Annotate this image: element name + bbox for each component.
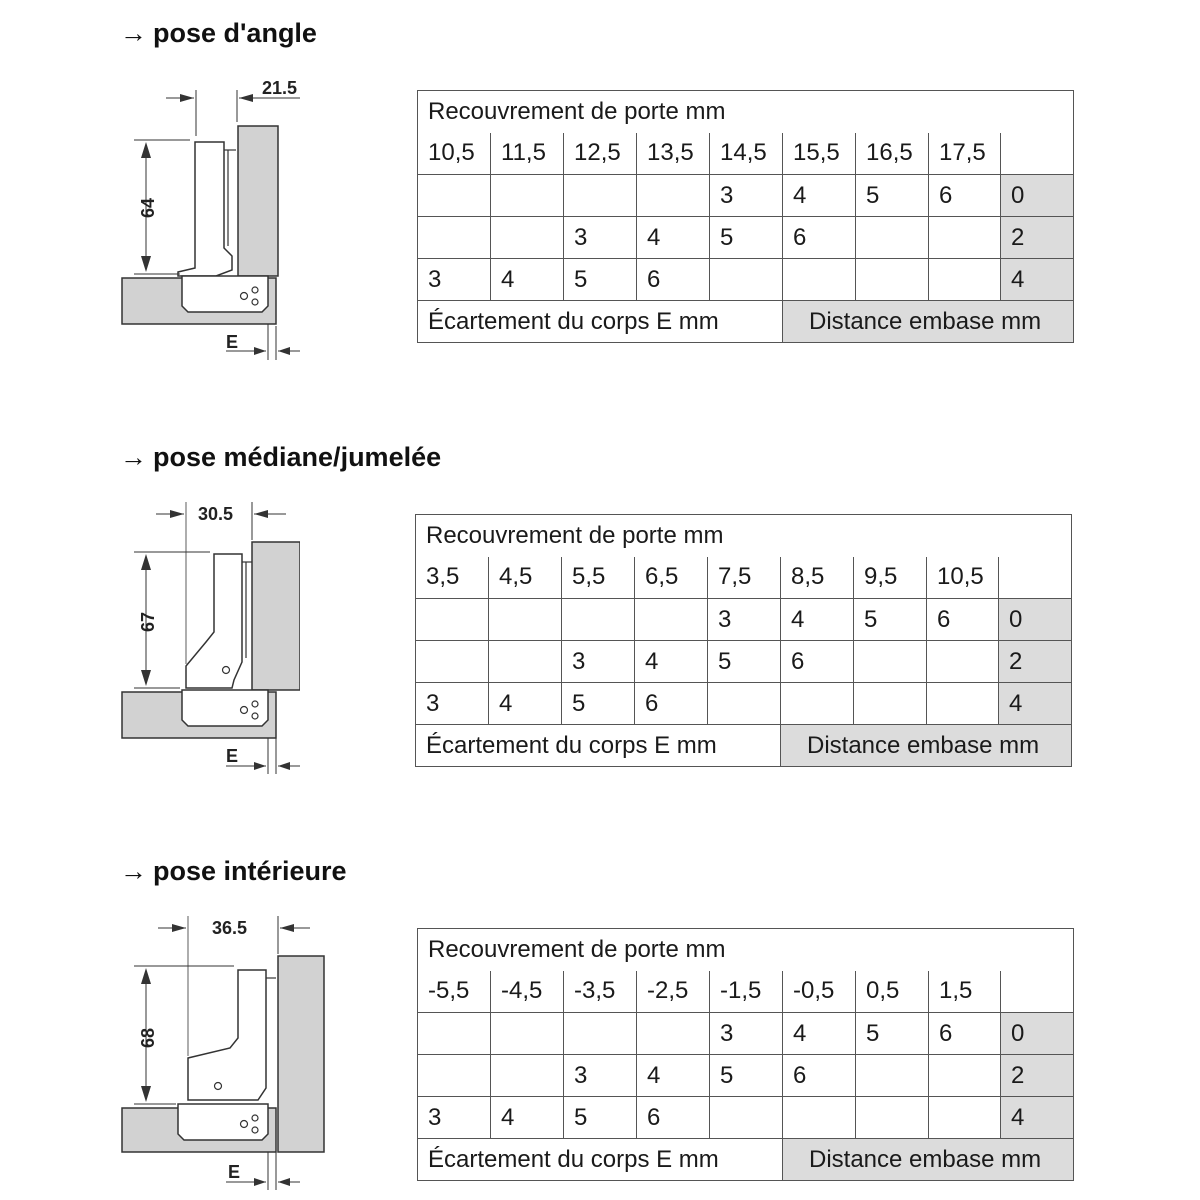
overlay-cell: -5,5 — [418, 971, 491, 1013]
plate-distance-cell: 2 — [1001, 217, 1074, 259]
table-cell: 4 — [491, 1097, 564, 1139]
cabinet-side-panel — [238, 126, 278, 276]
overlay-cell: 16,5 — [856, 133, 929, 175]
section-half-overlay-mount — [0, 424, 1200, 824]
table-cell: 3 — [564, 217, 637, 259]
footer-row — [416, 725, 1072, 767]
footer-right-label: Distance embase mm — [781, 725, 1072, 767]
table-cell — [635, 599, 708, 641]
hinge-arm-shape — [186, 554, 242, 688]
table-cell — [564, 1013, 637, 1055]
table-cell — [637, 175, 710, 217]
table-cell: 5 — [856, 1013, 929, 1055]
spec-table — [417, 90, 1074, 343]
section-title: pose médiane/jumelée — [153, 442, 442, 472]
plate-distance-cell: 0 — [1001, 1013, 1074, 1055]
table-cell: 5 — [562, 683, 635, 725]
hinge-arm-shape — [188, 970, 266, 1100]
table-cell: 5 — [710, 217, 783, 259]
arrow-icon: → — [120, 856, 147, 886]
table-cell: 6 — [783, 217, 856, 259]
dimension-height-label: 68 — [138, 1027, 158, 1048]
dimension-height-label: 64 — [138, 197, 158, 218]
table-cell — [418, 175, 491, 217]
table-cell: 5 — [856, 175, 929, 217]
footer-row — [418, 1139, 1074, 1181]
table-cell: 6 — [637, 259, 710, 301]
overlay-cell: -4,5 — [491, 971, 564, 1013]
plate-distance-cell: 0 — [1001, 175, 1074, 217]
overlay-cell: 7,5 — [708, 557, 781, 599]
table-cell: 4 — [781, 599, 854, 641]
section-title: pose d'angle — [153, 18, 317, 48]
overlay-cell: -3,5 — [564, 971, 637, 1013]
dimension-e-label: E — [228, 1162, 241, 1182]
overlay-cell: 12,5 — [564, 133, 637, 175]
table-row — [418, 259, 1074, 301]
table-cell: 6 — [637, 1097, 710, 1139]
table-cell: 6 — [927, 599, 999, 641]
overlay-cell: 17,5 — [929, 133, 1001, 175]
mounting-plate-shape — [178, 1104, 268, 1140]
table-cell — [929, 259, 1001, 301]
dimension-width-label: 21.5 — [262, 78, 298, 98]
table-cell — [491, 217, 564, 259]
table-cell: 4 — [491, 259, 564, 301]
table-cell — [783, 1097, 856, 1139]
overlay-cell: 13,5 — [637, 133, 710, 175]
overlay-row — [418, 133, 1074, 175]
cabinet-side-panel — [278, 956, 324, 1152]
mounting-plate-shape — [182, 276, 268, 312]
table-cell: 5 — [710, 1055, 783, 1097]
table-row — [416, 641, 1072, 683]
table-cell: 6 — [929, 1013, 1001, 1055]
hinge-arm-shape — [178, 142, 232, 276]
table-cell — [418, 217, 491, 259]
hinge-drawing-inset — [0, 908, 330, 1198]
table-cell: 5 — [564, 1097, 637, 1139]
overlay-cell: 5,5 — [562, 557, 635, 599]
table-row — [418, 1013, 1074, 1055]
table-cell — [637, 1013, 710, 1055]
overlay-cell: 6,5 — [635, 557, 708, 599]
overlay-cell: 11,5 — [491, 133, 564, 175]
table-cell — [856, 1055, 929, 1097]
table-cell: 4 — [637, 1055, 710, 1097]
table-cell: 3 — [564, 1055, 637, 1097]
table-cell — [927, 641, 999, 683]
table-row — [418, 175, 1074, 217]
table-cell — [929, 1055, 1001, 1097]
table-cell: 3 — [710, 175, 783, 217]
table-cell: 3 — [562, 641, 635, 683]
table-cell — [856, 1097, 929, 1139]
table-cell: 3 — [708, 599, 781, 641]
table-cell — [927, 683, 999, 725]
table-cell — [710, 259, 783, 301]
spec-table — [417, 928, 1074, 1181]
overlay-cell: 10,5 — [927, 557, 999, 599]
overlay-cell: 9,5 — [854, 557, 927, 599]
table-cell: 4 — [783, 1013, 856, 1055]
table-cell: 4 — [637, 217, 710, 259]
table-row — [416, 683, 1072, 725]
overlay-row — [416, 557, 1072, 599]
table-title: Recouvrement de porte mm — [418, 929, 1074, 971]
dimension-e-label: E — [226, 332, 239, 352]
overlay-cell: -0,5 — [783, 971, 856, 1013]
table-row — [416, 599, 1072, 641]
table-cell: 4 — [783, 175, 856, 217]
table-row — [418, 217, 1074, 259]
table-cell — [854, 641, 927, 683]
section-heading — [120, 18, 317, 49]
table-cell: 6 — [781, 641, 854, 683]
plate-distance-cell: 0 — [999, 599, 1072, 641]
cabinet-side-panel — [252, 542, 300, 690]
table-cell: 6 — [783, 1055, 856, 1097]
footer-left-label: Écartement du corps E mm — [418, 1139, 783, 1181]
table-cell — [562, 599, 635, 641]
table-cell: 3 — [416, 683, 489, 725]
plate-header-cell — [1001, 133, 1074, 175]
section-corner-mount — [0, 0, 1200, 400]
overlay-row — [418, 971, 1074, 1013]
table-cell — [489, 641, 562, 683]
table-cell: 3 — [710, 1013, 783, 1055]
overlay-cell: -1,5 — [710, 971, 783, 1013]
plate-distance-cell: 4 — [1001, 259, 1074, 301]
overlay-cell: 1,5 — [929, 971, 1001, 1013]
table-cell — [781, 683, 854, 725]
table-cell: 6 — [635, 683, 708, 725]
table-cell — [418, 1013, 491, 1055]
table-cell — [929, 1097, 1001, 1139]
footer-row — [418, 301, 1074, 343]
table-row — [418, 1097, 1074, 1139]
table-cell — [491, 1055, 564, 1097]
table-cell — [416, 599, 489, 641]
plate-distance-cell: 2 — [999, 641, 1072, 683]
footer-right-label: Distance embase mm — [783, 301, 1074, 343]
plate-distance-cell: 2 — [1001, 1055, 1074, 1097]
section-heading — [120, 442, 441, 473]
table-cell: 4 — [635, 641, 708, 683]
footer-right-label: Distance embase mm — [783, 1139, 1074, 1181]
mounting-plate-shape — [182, 690, 268, 726]
plate-distance-cell: 4 — [999, 683, 1072, 725]
table-cell — [856, 217, 929, 259]
table-cell: 3 — [418, 259, 491, 301]
plate-header-cell — [999, 557, 1072, 599]
overlay-cell: 3,5 — [416, 557, 489, 599]
table-cell — [418, 1055, 491, 1097]
footer-left-label: Écartement du corps E mm — [418, 301, 783, 343]
section-title: pose intérieure — [153, 856, 347, 886]
table-cell: 5 — [564, 259, 637, 301]
dimension-e-label: E — [226, 746, 239, 766]
table-cell — [489, 599, 562, 641]
overlay-cell: 10,5 — [418, 133, 491, 175]
overlay-cell: 8,5 — [781, 557, 854, 599]
table-cell — [710, 1097, 783, 1139]
overlay-cell: 14,5 — [710, 133, 783, 175]
hinge-drawing-half-overlay — [0, 494, 300, 784]
table-cell — [491, 1013, 564, 1055]
spec-table — [415, 514, 1072, 767]
table-cell: 3 — [418, 1097, 491, 1139]
dimension-width-label: 36.5 — [212, 918, 248, 938]
table-cell: 5 — [854, 599, 927, 641]
table-cell — [491, 175, 564, 217]
table-cell — [854, 683, 927, 725]
table-cell: 5 — [708, 641, 781, 683]
table-cell — [564, 175, 637, 217]
plate-header-cell — [1001, 971, 1074, 1013]
footer-left-label: Écartement du corps E mm — [416, 725, 781, 767]
overlay-cell: 15,5 — [783, 133, 856, 175]
table-cell: 4 — [489, 683, 562, 725]
table-cell — [708, 683, 781, 725]
table-cell — [416, 641, 489, 683]
table-title: Recouvrement de porte mm — [416, 515, 1072, 557]
arrow-icon: → — [120, 442, 147, 472]
table-row — [418, 1055, 1074, 1097]
arrow-icon: → — [120, 18, 147, 48]
table-cell: 6 — [929, 175, 1001, 217]
table-cell — [856, 259, 929, 301]
dimension-height-label: 67 — [138, 611, 158, 632]
section-heading — [120, 856, 347, 887]
plate-distance-cell: 4 — [1001, 1097, 1074, 1139]
table-cell — [929, 217, 1001, 259]
table-cell — [783, 259, 856, 301]
table-title: Recouvrement de porte mm — [418, 91, 1074, 133]
overlay-cell: 4,5 — [489, 557, 562, 599]
overlay-cell: -2,5 — [637, 971, 710, 1013]
dimension-width-label: 30.5 — [198, 504, 234, 524]
hinge-drawing-corner — [0, 70, 300, 360]
section-inset-mount — [0, 838, 1200, 1200]
overlay-cell: 0,5 — [856, 971, 929, 1013]
